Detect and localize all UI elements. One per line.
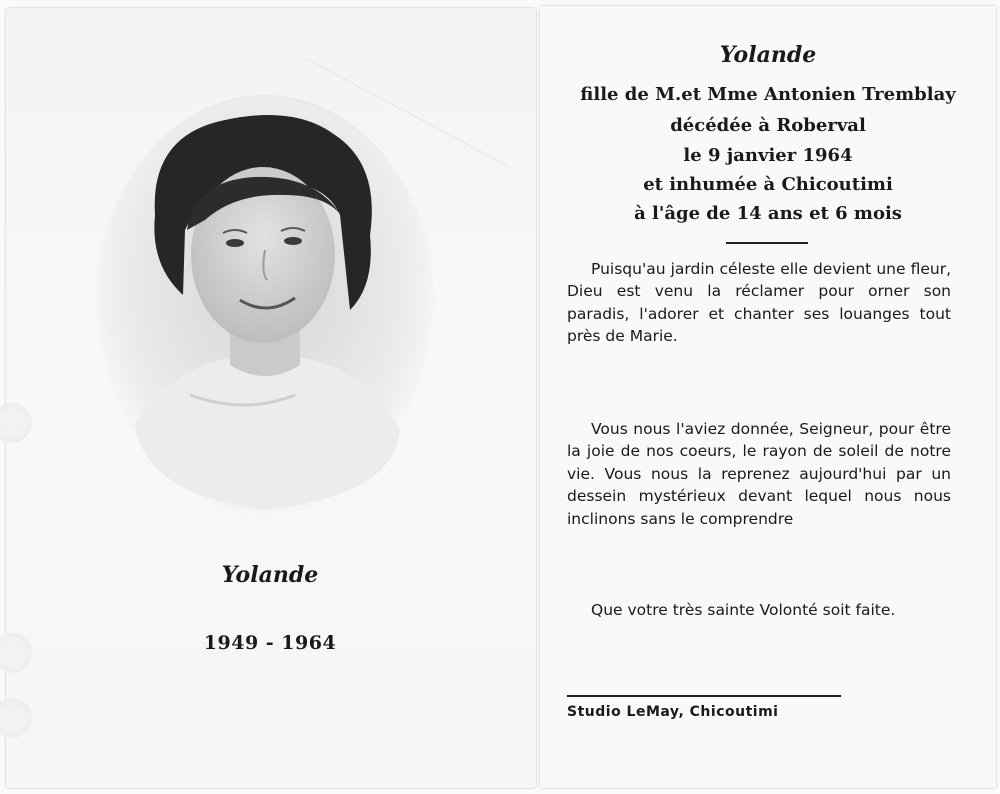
left-name: Yolande bbox=[221, 562, 319, 588]
paragraph-1: Puisqu'au jardin céleste elle devient une fleur, Dieu est venu la réclamer pour orner son paradis, l'adorer et chanter ses louanges tout près de Marie. bbox=[567, 260, 951, 346]
portrait-photo-icon bbox=[95, 95, 435, 515]
punch-hole bbox=[0, 698, 32, 738]
punch-hole bbox=[0, 403, 32, 443]
right-name: Yolande bbox=[719, 42, 817, 68]
portrait-drawing bbox=[95, 95, 435, 515]
heading-divider bbox=[726, 242, 808, 244]
heading-line: et inhumée à Chicoutimi bbox=[643, 174, 893, 195]
studio-credit: Studio LeMay, Chicoutimi bbox=[567, 704, 779, 720]
heading-line: décédée à Roberval bbox=[670, 115, 866, 136]
heading-line: fille de M.et Mme Antonien Tremblay bbox=[580, 84, 956, 105]
heading-line: le 9 janvier 1964 bbox=[683, 145, 853, 166]
heading-line: à l'âge de 14 ans et 6 mois bbox=[634, 203, 902, 224]
left-years: 1949 - 1964 bbox=[203, 632, 337, 654]
credit-divider bbox=[567, 695, 841, 697]
paragraph-2: Vous nous l'aviez donnée, Seigneur, pour être la joie de nos coeurs, le rayon de soleil de notre vie. Vous nous la reprenez aujourd'hui par un dessein mystérieux devant lequel nous nous inclinons sans le comprendre bbox=[567, 420, 951, 528]
paragraph-3: Que votre très sainte Volonté soit faite. bbox=[591, 601, 896, 619]
